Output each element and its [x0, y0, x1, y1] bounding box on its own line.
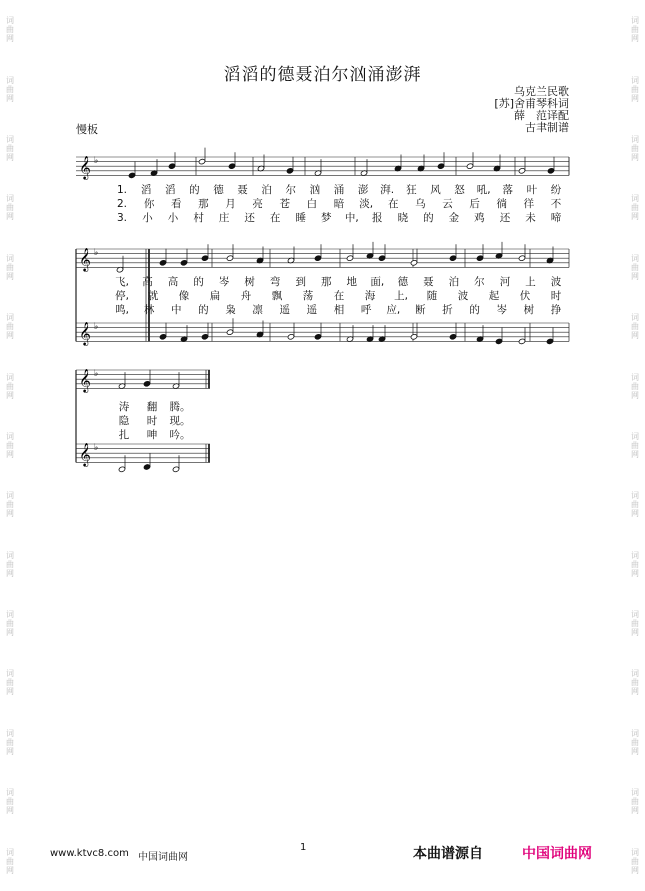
lyric-syllable: 到	[295, 276, 306, 288]
watermark-text: 词 曲 网	[6, 313, 14, 341]
note-head	[180, 260, 187, 266]
lyric-syllable: 高	[167, 276, 179, 288]
lyric-syllable: 湃.	[380, 184, 395, 196]
watermark-text: 词 曲 网	[6, 75, 14, 103]
lyric-syllable: 遥	[306, 304, 318, 316]
lyric-syllable: 鸣,	[115, 304, 129, 316]
watermark-text: 词 曲 网	[631, 134, 639, 162]
note-head	[143, 464, 150, 470]
note-head	[495, 338, 502, 344]
lyric-syllable: 波	[457, 290, 469, 302]
footer-url: www.ktvc8.com	[50, 848, 129, 859]
lyric-syllable: 伏	[519, 290, 531, 302]
lyric-syllable: 飘	[271, 290, 283, 302]
note-head	[476, 255, 483, 261]
watermark-text: 词 曲 网	[6, 788, 14, 816]
lyric-syllable: 面,	[370, 276, 385, 288]
lyric-syllable: 淡,	[359, 198, 374, 210]
lyric-syllable: 隐	[118, 415, 130, 427]
lyric-syllable: 呼	[360, 304, 372, 316]
lyric-syllable: 的	[198, 304, 209, 316]
lyric-syllable: 呻	[146, 429, 158, 441]
lyric-syllable: 不	[550, 198, 562, 210]
lyric-syllable: 在	[388, 198, 399, 210]
lyric-syllable: 岑	[218, 276, 230, 288]
note-head	[201, 255, 208, 261]
credit-engraver: 古聿制谱	[525, 121, 569, 134]
lyric-syllable: 中	[171, 304, 182, 316]
lyric-syllable: 你	[143, 198, 155, 210]
note-head	[378, 255, 385, 261]
lyric-syllable: 1.	[116, 184, 128, 196]
lyric-syllable: 风	[430, 184, 441, 196]
watermark-text: 词 曲 网	[631, 253, 639, 281]
lyric-syllable: 汹	[309, 184, 321, 196]
note-head	[226, 329, 233, 335]
flat-sign: ♭	[94, 322, 99, 332]
note-head	[410, 260, 417, 266]
footer-source-site: 中国词曲网	[522, 846, 592, 862]
lyric-syllable: 尔	[285, 184, 297, 196]
note-head	[410, 334, 417, 340]
flat-sign: ♭	[94, 248, 99, 258]
lyric-syllable: 还	[499, 212, 511, 224]
lyric-syllable: 啼	[550, 212, 562, 224]
note-head	[518, 255, 525, 261]
lyric-syllable: 暗	[333, 198, 345, 210]
lyric-syllable: 枭	[225, 304, 236, 316]
lyric-syllable: 报	[372, 212, 383, 224]
lyric-syllable: 像	[178, 290, 190, 302]
lyric-syllable: 断	[415, 304, 426, 316]
note-head	[287, 334, 294, 340]
note-head	[437, 163, 444, 169]
lyric-syllable: 折	[442, 304, 453, 316]
note-head	[201, 334, 208, 340]
lyric-syllable: 腾。	[169, 401, 191, 413]
lyric-syllable: 上	[525, 276, 536, 288]
note-head	[118, 466, 125, 472]
lyric-syllable: 泊	[261, 184, 272, 196]
lyric-syllable: 泊	[448, 276, 460, 288]
lyric-syllable: 吼,	[476, 184, 491, 196]
note-head	[547, 168, 554, 174]
note-head	[143, 381, 150, 387]
watermark-text: 词 曲 网	[6, 16, 14, 44]
lyric-syllable: 怒	[454, 184, 465, 196]
lyric-syllable: 尔	[474, 276, 485, 288]
treble-clef: 𝄞	[79, 368, 91, 392]
watermark-text: 词 曲 网	[6, 253, 14, 281]
note-head	[159, 334, 166, 340]
watermark-text: 词 曲 网	[631, 610, 639, 638]
lyric-syllable: 晓	[397, 212, 409, 224]
watermark-text: 词 曲 网	[631, 847, 639, 875]
lyric-syllable: 澎	[357, 184, 369, 196]
lyric-syllable: 的	[469, 304, 480, 316]
lyric-syllable: 时	[550, 290, 562, 302]
lyric-syllable: 白	[306, 198, 318, 210]
flat-sign: ♭	[94, 443, 99, 453]
note-head	[518, 168, 525, 174]
watermark-text: 词 曲 网	[6, 669, 14, 697]
note-head	[518, 338, 525, 344]
watermark-text: 词 曲 网	[6, 194, 14, 222]
footer-site: 中国词曲网	[138, 852, 188, 863]
watermark-text: 词 曲 网	[631, 313, 639, 341]
lyric-syllable: 时	[146, 415, 158, 427]
lyric-syllable: 村	[193, 212, 204, 224]
watermark-text: 词 曲 网	[6, 847, 14, 875]
treble-clef: 𝄞	[79, 247, 91, 271]
watermark-text: 词 曲 网	[6, 728, 14, 756]
note-head	[314, 255, 321, 261]
lyric-syllable: 树	[523, 304, 535, 316]
watermark-text: 词 曲 网	[6, 610, 14, 638]
treble-clef: 𝄞	[79, 442, 91, 466]
lyric-syllable: 德	[397, 276, 409, 288]
watermark-text: 词 曲 网	[631, 728, 639, 756]
lyric-syllable: 月	[225, 198, 236, 210]
lyric-syllable: 小	[142, 212, 153, 224]
lyric-syllable: 2.	[116, 198, 128, 210]
lyric-syllable: 应,	[386, 304, 401, 316]
lyric-syllable: 的	[423, 212, 434, 224]
note-head	[159, 260, 166, 266]
lyric-syllable: 岑	[496, 304, 507, 316]
note-head	[449, 255, 456, 261]
flat-sign: ♭	[94, 156, 99, 166]
lyric-syllable: 飞,	[115, 276, 129, 288]
lyric-syllable: 海	[364, 290, 376, 302]
lyric-syllable: 地	[346, 276, 358, 288]
note-head	[228, 163, 235, 169]
lyric-syllable: 那	[198, 198, 209, 210]
lyric-syllable: 中,	[344, 212, 359, 224]
flat-sign: ♭	[94, 369, 99, 379]
lyric-syllable: 荡	[302, 290, 314, 302]
treble-clef: 𝄞	[79, 321, 91, 345]
lyric-syllable: 翻	[146, 401, 158, 413]
note-head	[172, 466, 179, 472]
lyric-syllable: 鸡	[474, 212, 485, 224]
lyric-syllable: 扎	[118, 429, 130, 441]
watermark-text: 词 曲 网	[631, 431, 639, 459]
lyric-syllable: 波	[550, 276, 562, 288]
lyric-syllable: 遥	[279, 304, 290, 316]
lyric-syllable: 滔	[164, 184, 176, 196]
lyric-syllable: 聂	[237, 184, 248, 196]
note-head	[314, 334, 321, 340]
lyric-syllable: 那	[320, 276, 332, 288]
lyric-syllable: 滔	[140, 184, 152, 196]
lyric-syllable: 在	[269, 212, 281, 224]
lyric-syllable: 小	[167, 212, 179, 224]
note-head	[286, 168, 293, 174]
lyric-syllable: 在	[333, 290, 345, 302]
watermark-text: 词 曲 网	[631, 194, 639, 222]
lyric-syllable: 徜	[496, 198, 507, 210]
credit-origin: 乌克兰民歌	[514, 85, 569, 98]
lyric-syllable: 云	[442, 198, 453, 210]
note-head	[449, 334, 456, 340]
note-head	[168, 163, 175, 169]
lyric-syllable: 相	[333, 304, 345, 316]
credit-lyricist: [苏]舍甫琴科词	[494, 97, 569, 110]
watermark-text: 词 曲 网	[6, 550, 14, 578]
tempo-marking: 慢板	[76, 123, 98, 136]
lyric-syllable: 梦	[320, 212, 332, 224]
watermark-text: 词 曲 网	[631, 491, 639, 519]
lyric-syllable: 后	[469, 198, 480, 210]
watermark-text: 词 曲 网	[631, 788, 639, 816]
note-head	[546, 338, 553, 344]
watermark-text: 词 曲 网	[631, 550, 639, 578]
lyric-syllable: 狂	[406, 184, 417, 196]
lyric-syllable: 亮	[252, 198, 263, 210]
lyric-syllable: 金	[448, 212, 460, 224]
credit-translator: 薛 范译配	[514, 109, 569, 122]
note-head	[198, 158, 205, 164]
lyric-syllable: 聂	[423, 276, 434, 288]
lyric-syllable: 3.	[116, 212, 128, 224]
lyric-syllable: 庄	[218, 212, 230, 224]
lyric-syllable: 挣	[550, 304, 562, 316]
watermark-text: 词 曲 网	[6, 431, 14, 459]
lyric-syllable: 看	[171, 198, 182, 210]
lyric-syllable: 起	[488, 290, 500, 302]
lyric-syllable: 上,	[394, 290, 408, 302]
lyric-syllable: 弯	[269, 276, 281, 288]
lyric-syllable: 乌	[415, 198, 426, 210]
watermark-text: 词 曲 网	[631, 669, 639, 697]
watermark-text: 词 曲 网	[6, 372, 14, 400]
lyric-syllable: 高	[142, 276, 153, 288]
lyric-syllable: 涛	[118, 401, 130, 413]
lyric-syllable: 未	[525, 212, 536, 224]
lyric-syllable: 随	[426, 290, 438, 302]
note-head	[128, 172, 135, 178]
lyric-syllable: 树	[244, 276, 255, 288]
lyric-syllable: 纷	[550, 184, 562, 196]
lyric-syllable: 林	[143, 304, 155, 316]
lyric-syllable: 停,	[115, 290, 129, 302]
lyric-syllable: 睡	[295, 212, 306, 224]
lyric-syllable: 凛	[252, 304, 263, 316]
lyric-syllable: 苍	[279, 198, 290, 210]
note-head	[226, 255, 233, 261]
lyric-syllable: 涌	[333, 184, 345, 196]
page-number: 1	[300, 842, 307, 853]
lyric-syllable: 河	[499, 276, 511, 288]
lyric-syllable: 叶	[526, 184, 538, 196]
lyric-syllable: 现。	[169, 415, 191, 427]
lyric-syllable: 落	[502, 184, 514, 196]
treble-clef: 𝄞	[79, 155, 91, 179]
lyric-syllable: 的	[189, 184, 200, 196]
lyric-syllable: 德	[213, 184, 224, 196]
note-head	[466, 163, 473, 169]
lyric-syllable: 吟。	[169, 429, 191, 441]
note-head	[346, 255, 353, 261]
lyric-syllable: 还	[244, 212, 255, 224]
lyric-syllable: 舟	[240, 290, 252, 302]
watermark-text: 词 曲 网	[631, 16, 639, 44]
footer-source-label: 本曲谱源自	[413, 846, 483, 862]
watermark-text: 词 曲 网	[6, 491, 14, 519]
lyric-syllable: 就	[147, 290, 159, 302]
lyric-syllable: 徉	[523, 198, 535, 210]
lyric-syllable: 扁	[209, 290, 221, 302]
watermark-text: 词 曲 网	[631, 372, 639, 400]
song-title: 滔滔的德聂泊尔汹涌澎湃	[223, 65, 422, 85]
watermark-text: 词 曲 网	[631, 75, 639, 103]
watermark-text: 词 曲 网	[6, 134, 14, 162]
lyric-syllable: 的	[193, 276, 204, 288]
